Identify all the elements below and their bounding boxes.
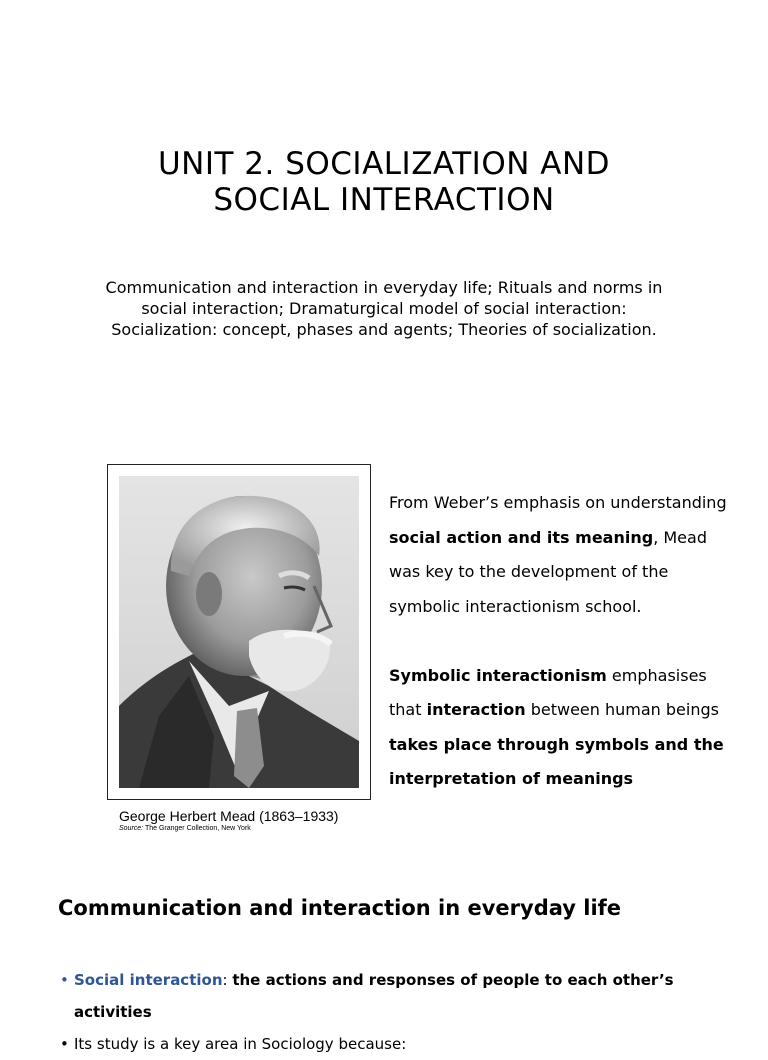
summary-line-1: Communication and interaction in everyday life; Rituals and norms in (105, 278, 663, 297)
list-item (58, 1028, 748, 1060)
summary-line-2: social interaction; Dramaturgical model of social interaction: (141, 299, 627, 318)
bold-text: Symbolic interactionism (389, 665, 607, 685)
text-segment: , Mead was key to the development of the symbolic interactionism school. (389, 527, 707, 616)
bullet-icon: • (60, 971, 69, 989)
term-social-interaction: Social interaction (74, 971, 223, 989)
text-segment: emphasises that (389, 665, 707, 719)
bullet-list (58, 964, 748, 1060)
term-separator: : (222, 971, 233, 989)
paragraph-symbolic-interactionism (389, 659, 734, 797)
mead-description (389, 486, 734, 797)
title-line-2: SOCIAL INTERACTION (213, 182, 555, 218)
portrait-photo (119, 476, 359, 788)
portrait-frame (107, 464, 371, 800)
bold-text: social action and its meaning (389, 527, 654, 547)
text-segment: From Weber’s emphasis on understanding (389, 493, 727, 512)
paragraph-weber-mead (389, 486, 734, 624)
title-line-1: UNIT 2. SOCIALIZATION AND (157, 146, 611, 182)
unit-summary (104, 277, 664, 340)
portrait-illustration (119, 476, 359, 788)
page-title (0, 146, 768, 218)
bullet-icon: • (60, 1035, 69, 1053)
term-definition: the actions and responses of people to each other’s activities (74, 971, 674, 1021)
text-segment: between human beings (525, 700, 719, 719)
list-item (58, 964, 748, 1028)
summary-line-3: Socialization: concept, phases and agents; Theories of socialization. (111, 320, 657, 339)
portrait-source (119, 825, 251, 832)
portrait-caption: George Herbert Mead (1863–1933) (119, 808, 339, 824)
bold-text: takes place through symbols and the interpretation of meanings (389, 734, 724, 788)
source-label: Source: (119, 825, 144, 832)
bold-text: interaction (426, 700, 526, 719)
source-text: The Granger Collection, New York (143, 825, 251, 832)
section-heading: Communication and interaction in everyday life (58, 896, 622, 920)
list-item-text: Its study is a key area in Sociology because: (74, 1035, 407, 1053)
